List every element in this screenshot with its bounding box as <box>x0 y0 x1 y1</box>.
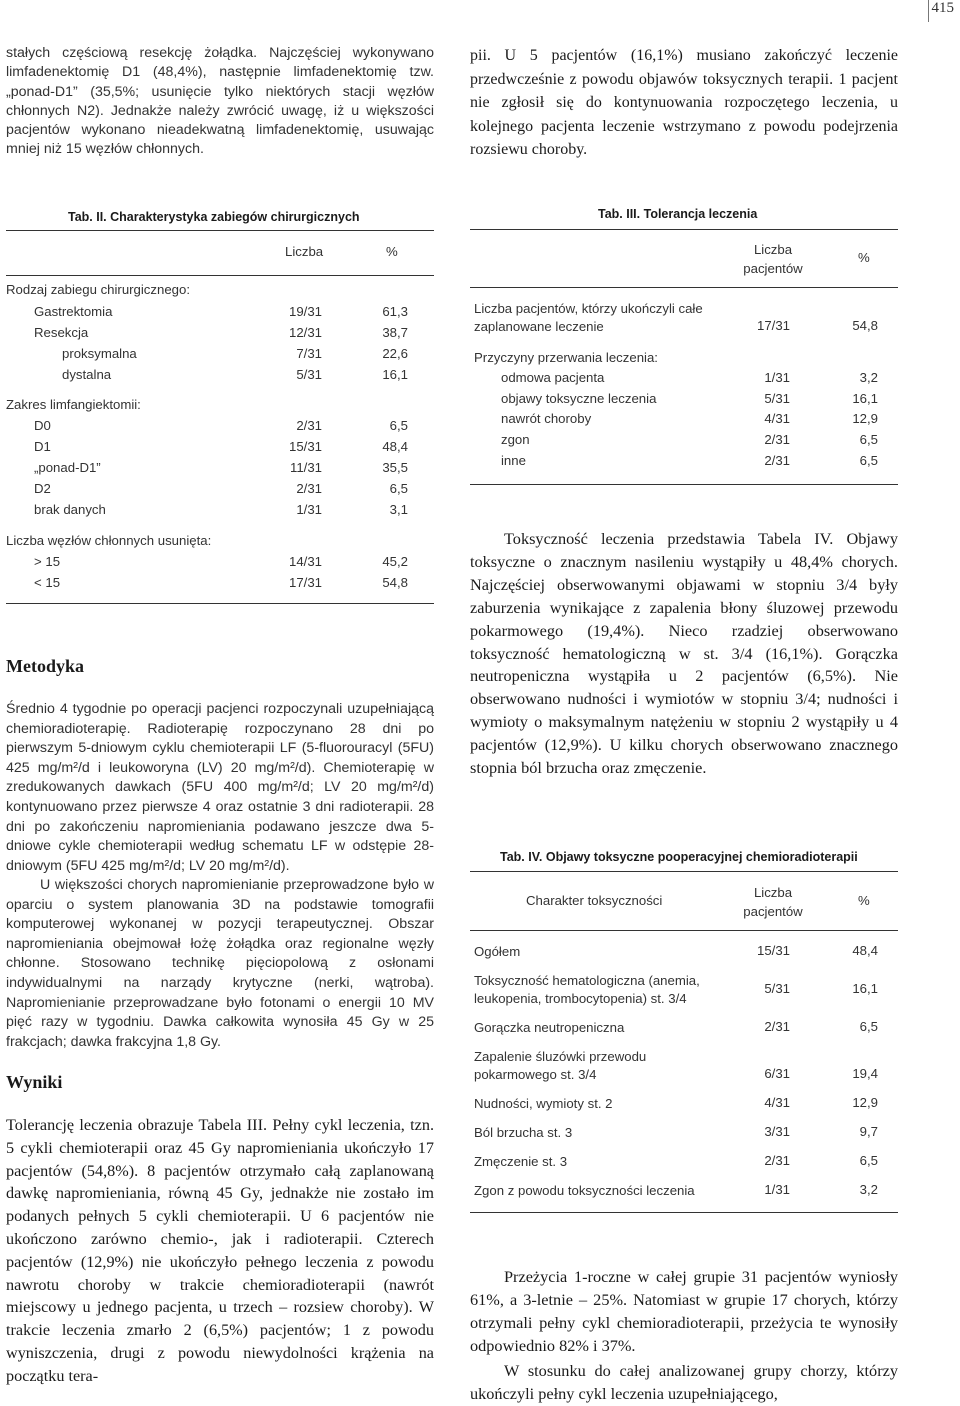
tab2-row-count: 2/31 <box>296 481 322 496</box>
tab4-row-label: Ogółem <box>474 944 521 959</box>
tab3-header-count: Liczba pacjentów <box>743 242 803 276</box>
tab2-row-pct: 61,3 <box>382 304 408 319</box>
tab3-row-pct: 6,5 <box>859 432 878 447</box>
tab4-row-pct: 48,4 <box>852 943 878 958</box>
tab3-section-label: Przyczyny przerwania leczenia: <box>474 350 658 365</box>
toxicity-paragraph: Toksyczność leczenia przedstawia Tabela IV. Objawy toksyczne o znacznym nasileniu wystąpiły u 48,4% chorych. Najczęściej obserwowanymi objawami w stopniu 3/4 były zaburzenia wynikające z zapalenia błony śluzowej przewodu pokarmowego (19,4%). Nieco rzadziej obserwowano toksyczność hematologiczną w st. 3/4 (16,1%). Gorączka neutropeniczna wystąpiła u 2 pacjentów (6,5%). Nie obserwowano nudności i wymiotów w stopniu 3/4; nudności i wymioty o maksymalnym natężeniu w stopniu 2 wystąpiły u 4 pacjentów (12,9%). U kilku chorych obserwowano znacznego stopnia ból brzucha oraz zmęczenie. <box>470 529 898 778</box>
tab4-header-count: Liczba pacjentów <box>743 885 803 919</box>
tab2-row-label: D2 <box>34 481 51 496</box>
tab4-row-pct: 19,4 <box>852 1066 878 1081</box>
tab3-row-count: 4/31 <box>764 411 790 426</box>
tab3-complete-pct: 54,8 <box>852 318 878 333</box>
tab2-row-label: „ponad-D1” <box>34 460 101 475</box>
tab4-row-pct: 3,2 <box>859 1182 878 1197</box>
tab2-row-count: 19/31 <box>288 304 322 319</box>
wyniki-heading: Wyniki <box>6 1072 63 1092</box>
tab3-complete-label: Liczba pacjentów, którzy ukończyli całe zaplanowane leczenie <box>474 301 703 334</box>
tab2-row-count: 14/31 <box>288 554 322 569</box>
tab2-row-label: Gastrektomia <box>34 304 113 319</box>
tab2-row-count: 5/31 <box>296 367 322 382</box>
tab4-row-label: Toksyczność hematologiczna (anemia, leukopenia, trombocytopenia) st. 3/4 <box>474 973 700 1006</box>
tab3-row-label: objawy toksyczne leczenia <box>501 391 657 406</box>
tab4-row-label: Zgon z powodu toksyczności leczenia <box>474 1183 695 1198</box>
tab3-row-pct: 16,1 <box>852 391 878 406</box>
tab4-row-pct: 6,5 <box>859 1153 878 1168</box>
tab2-row-pct: 35,5 <box>382 460 408 475</box>
tab2-rule-top <box>6 230 434 231</box>
tab4-header-pct: % <box>858 893 870 908</box>
tab4-row-count: 1/31 <box>764 1182 790 1197</box>
tab3-row-count: 5/31 <box>764 391 790 406</box>
tab2-row-count: 2/31 <box>296 418 322 433</box>
tab2-row-count: 11/31 <box>289 460 322 475</box>
tab4-row-label: Zapalenie śluzówki przewodu pokarmowego st. 3/4 <box>474 1049 647 1082</box>
tab3-row-label: odmowa pacjenta <box>501 370 605 385</box>
top-left-paragraph: stałych częściową resekcję żołądka. Najczęściej wykonywano limfadenektomię D1 (48,4%), następnie limfadenektomię tzw. „ponad-D1” (35,5%; usunięcie tylko niektórych stacji węzłów chłonnych N2). Jednakże należy zwrócić uwagę, iż u większości pacjentów wykonano nieadekwatną limfadenektomię, usuwając mniej niż 15 węzłów chłonnych. <box>6 45 434 158</box>
tab2-row-pct: 3,1 <box>389 502 408 517</box>
survival-paragraph-2: W stosunku do całej analizowanej grupy chorzy, którzy ukończyli pełny cykl leczenia uzupełniającego, <box>470 1361 898 1403</box>
tab3-row-pct: 3,2 <box>859 370 878 385</box>
tab2-row-label: > 15 <box>34 554 61 569</box>
tab2-row-pct: 22,6 <box>382 346 408 361</box>
tab4-row-count: 4/31 <box>764 1095 790 1110</box>
tab3-row-label: zgon <box>501 432 530 447</box>
tab4-row-pct: 9,7 <box>859 1124 878 1139</box>
metodyka-heading: Metodyka <box>6 656 84 676</box>
tab3-caption: Tab. III. Tolerancja leczenia <box>598 207 758 221</box>
tab4-row-pct: 6,5 <box>859 1019 878 1034</box>
tab3-header-pct: % <box>858 250 870 265</box>
tab4-row-pct: 16,1 <box>852 981 878 996</box>
tab4-row-count: 6/31 <box>764 1066 790 1081</box>
tab4-row-label: Zmęczenie st. 3 <box>474 1154 568 1169</box>
tab4-row-count: 2/31 <box>764 1153 790 1168</box>
tab2-row-label: D1 <box>34 439 51 454</box>
tab4-row-count: 2/31 <box>764 1019 790 1034</box>
tab2-row-label: Rodzaj zabiegu chirurgicznego: <box>6 282 191 297</box>
tab2-row-label: Zakres limfangiektomii: <box>6 397 141 412</box>
tab3-row-count: 2/31 <box>764 453 790 468</box>
tab2-row-count: 7/31 <box>296 346 322 361</box>
tab2-row-pct: 6,5 <box>389 418 408 433</box>
tab2-row-pct: 6,5 <box>389 481 408 496</box>
tab3-row-label: nawrót choroby <box>501 411 592 426</box>
tab2-row-count: 15/31 <box>288 439 322 454</box>
tab2-row-label: Resekcja <box>34 325 89 340</box>
tab3-rule-bottom <box>470 484 898 485</box>
tab2-rule-bottom <box>6 603 434 604</box>
tab3-complete-count: 17/31 <box>756 318 790 333</box>
tab3-row-label: inne <box>501 453 526 468</box>
tab4-rule-header <box>470 930 898 931</box>
tab4-rule-top <box>470 871 898 872</box>
page-number: 415 <box>931 0 954 16</box>
top-right-paragraph: pii. U 5 pacjentów (16,1%) musiano zakończyć leczenie przedwcześnie z powodu objawów toksycznych terapii. 1 pacjent nie zgłosił się do kontynuowania rozpoczętego leczenia, u kolejnego pacjenta leczenie wstrzymano z powodu podejrzenia rozsiewu choroby. <box>470 47 898 158</box>
tab4-row-pct: 12,9 <box>852 1095 878 1110</box>
tab4-row-count: 15/31 <box>756 943 790 958</box>
tab2-row-label: dystalna <box>62 367 112 382</box>
tab3-row-pct: 6,5 <box>859 453 878 468</box>
tab2-row-label: < 15 <box>34 575 61 590</box>
tab2-header-pct: % <box>386 244 398 259</box>
metodyka-paragraph-1: Średnio 4 tygodnie po operacji pacjenci rozpoczynali uzupełniającą chemioradioterapię. Radioterapię rozpoczynano 28 dni po pierwszym 5-dniowym cyklu chemioterapii LF (5-fluorouracyl (5FU) 425 mg/m²/d i leukoworyna (LV) 20 mg/m²/d). Chemioterapię w zredukowanych dawkach (5FU 400 mg/m²/d; LV 20 mg/m²/d) kontynuowano przez pierwsze 4 oraz ostatnie 3 dni radioterapii. 28 dni po zakończeniu napromieniania podawano jeszcze dwa 5-dniowe cykle chemioterapii według schematu LF w odstępie 28-dniowym (5FU 425 mg/m²/d; LV 20 mg/m²/d). <box>6 701 434 874</box>
tab2-caption: Tab. II. Charakterystyka zabiegów chirurgicznych <box>68 210 360 224</box>
tab2-header-count: Liczba <box>285 244 324 259</box>
header-rule <box>928 0 929 22</box>
tab2-row-pct: 45,2 <box>382 554 408 569</box>
tab2-row-count: 12/31 <box>288 325 322 340</box>
tab3-rule-top <box>470 229 898 230</box>
tab4-row-count: 5/31 <box>764 981 790 996</box>
tab2-row-label: brak danych <box>34 502 106 517</box>
survival-paragraph-1: Przeżycia 1-roczne w całej grupie 31 pacjentów wyniosły 61%, a 3-letnie – 25%. Natomiast w grupie 17 chorych, którzy otrzymali pełny cykl chemioradioterapii, przeżycia te wynosiły odpowiednio 82% i 37%. <box>470 1267 898 1355</box>
tab2-row-pct: 54,8 <box>382 575 408 590</box>
tab2-row-count: 17/31 <box>288 575 322 590</box>
tab2-row-label: D0 <box>34 418 51 433</box>
tab2-row-pct: 38,7 <box>382 325 408 340</box>
tab4-header-type: Charakter toksyczności <box>526 893 663 908</box>
tab2-rule-header <box>6 275 434 276</box>
tab3-row-count: 1/31 <box>764 370 790 385</box>
tab2-row-label: proksymalna <box>62 346 137 361</box>
tab4-caption: Tab. IV. Objawy toksyczne pooperacyjnej chemioradioterapii <box>500 850 858 864</box>
tab4-row-label: Nudności, wymioty st. 2 <box>474 1096 613 1111</box>
tab3-row-count: 2/31 <box>764 432 790 447</box>
wyniki-paragraph-1: Tolerancję leczenia obrazuje Tabela III. Pełny cykl leczenia, tzn. 5 cykli chemioterapii oraz 45 Gy napromieniania ukończyło 17 pacjentów (54,8%). 8 pacjentów otrzymało całą zaplanowaną dawkę napromieniania, równą 45 Gy, jednakże nie zostało im podanych pełnych 5 cykli chemioterapii. U 6 pacjentów nie ukończono zarówno chemio-, jak i radioterapii. Czterech pacjentów (12,9%) nie ukończyło pełnego leczenia z powodu nawrotu choroby w trakcie chemioradioterapii (nawrót miejscowy u jednego pacjenta, u trzech – rozsiew choroby). W trakcie leczenia zmarło 2 (6,5%) pacjentów; 1 z powodu wyniszczenia, drugi z powodu niewydolności krążenia na początku tera- <box>6 1116 434 1385</box>
tab2-row-label: Liczba węzłów chłonnych usunięta: <box>6 533 212 548</box>
metodyka-paragraph-2: U większości chorych napromienianie przeprowadzone było w oparciu o system planowania 3D na podstawie tomografii komputerowej wykonanej w pozycji terapeutycznej. Obszar napromieniania obejmował łożę żołądka oraz regionalne węzły chłonne. Stosowano technikę pięciopolową z osłonami indywidualnymi na narządy krytyczne (nerki, wątroba). Napromienianie przeprowadzane było fotonami o energii 10 MV pięć razy w tygodniu. Dawka całkowita wynosiła 45 Gy w 25 frakcjach; dawka frakcyjna 1,8 Gy. <box>6 877 434 1050</box>
tab2-row-count: 1/31 <box>296 502 322 517</box>
tab4-row-count: 3/31 <box>764 1124 790 1139</box>
tab3-row-pct: 12,9 <box>852 411 878 426</box>
tab4-rule-bottom <box>470 1212 898 1213</box>
tab2-row-pct: 16,1 <box>382 367 408 382</box>
tab2-row-pct: 48,4 <box>382 439 408 454</box>
tab4-row-label: Ból brzucha st. 3 <box>474 1125 573 1140</box>
tab4-row-label: Gorączka neutropeniczna <box>474 1020 625 1035</box>
tab3-rule-header <box>470 287 898 288</box>
